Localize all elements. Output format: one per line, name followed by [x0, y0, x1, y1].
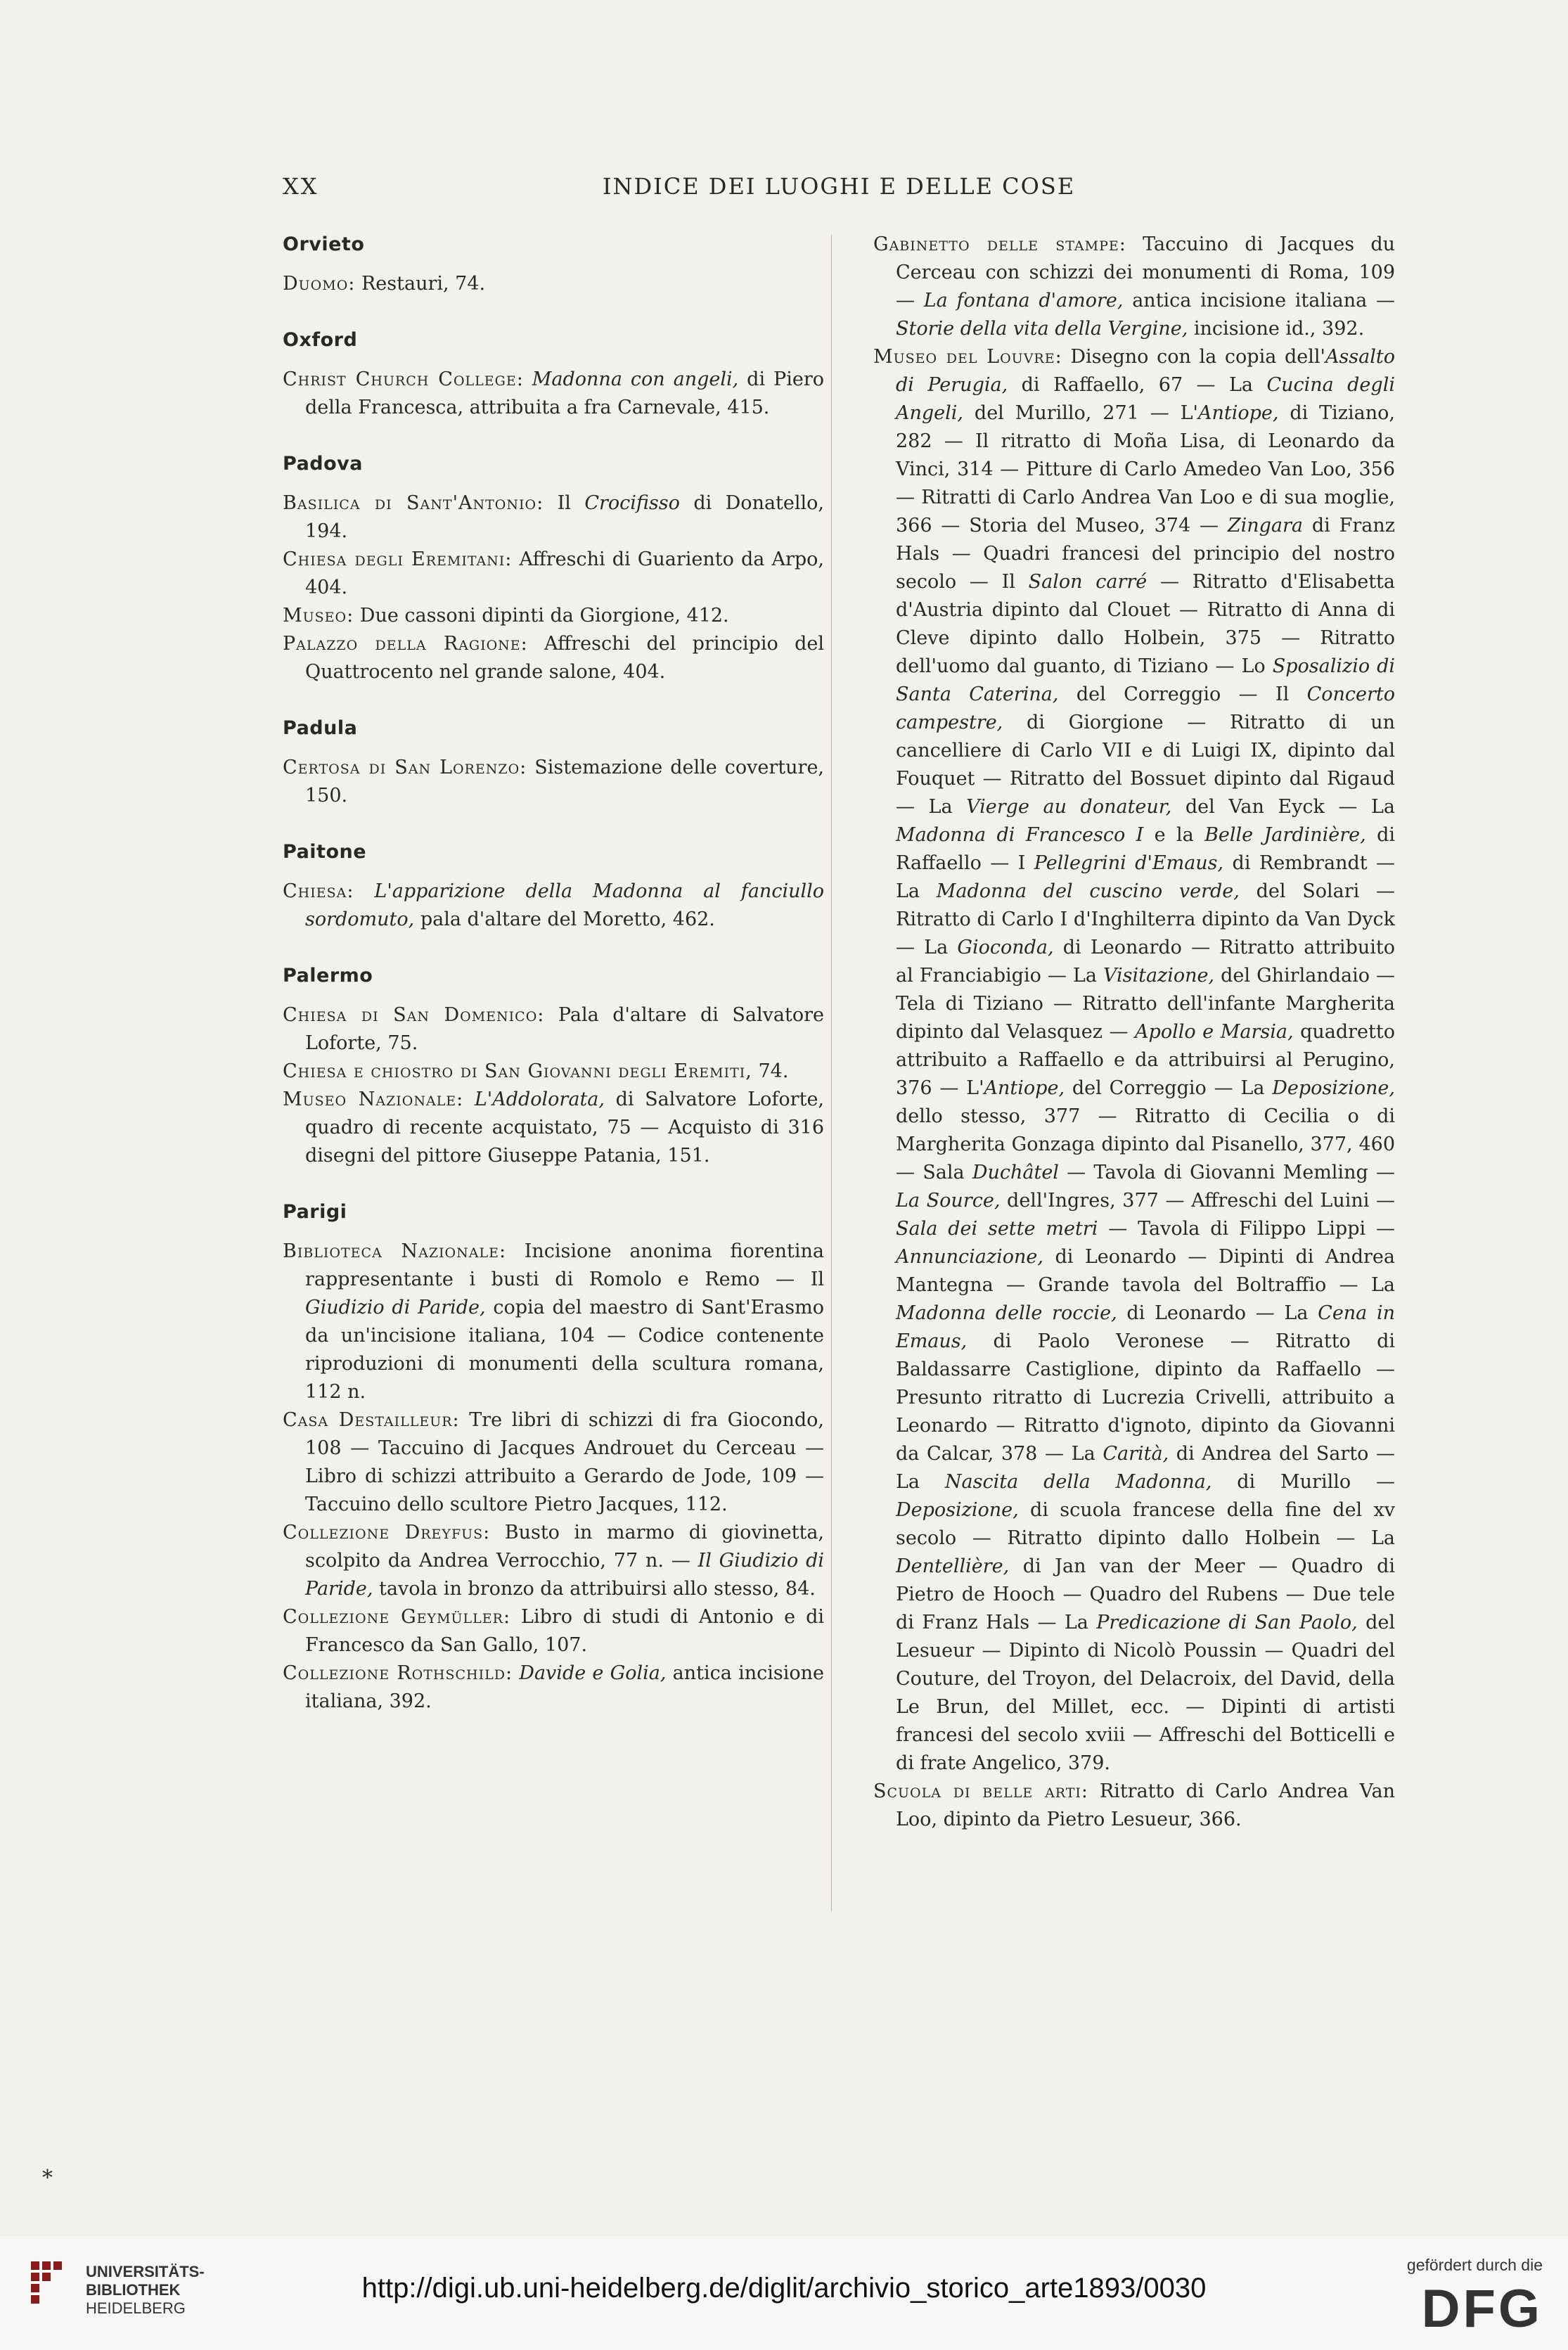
permalink-url[interactable]: http://digi.ub.uni-heidelberg.de/diglit/archivio_storico_arte1893/0030 [361, 2273, 1207, 2304]
column-divider [831, 235, 832, 1911]
digitization-footer [0, 2236, 1568, 2350]
index-entry: Collezione Dreyfus: Busto in marmo di giovinetta, scolpito da Andrea Verrocchio, 77 n. — Il Giudizio di Paride, tavola in bronzo da attribuirsi allo stesso, 84. [283, 1522, 825, 1600]
index-entry: Basilica di Sant'Antonio: Il Crocifisso di Donatello, 194. [283, 492, 824, 542]
index-entry: Museo: Due cassoni dipinti da Giorgione, 412. [283, 605, 729, 627]
place-heading: Parigi [283, 1201, 347, 1223]
index-entry: Museo del Louvre: Disegno con la copia dell'Assalto di Perugia, di Raffaello, 67 — La Cucina degli Angeli, del Murillo, 271 — L'Antiope, di Tiziano, 282 — Il ritratto di Moña Lisa, di Leonardo da Vinci, 314 — Pitture di Carlo Amedeo Van Loo, 356 — Ritratti di Carlo Andrea Van Loo e di sua moglie, 366 — Storia del Museo, 374 — Zingara di Franz Hals — Quadri francesi del principio del nostro secolo — Il Salon carré — Ritratto d'Elisabetta d'Austria dipinto dal Clouet — Ritratto di Anna di Cleve dipinto dallo Holbein, 375 — Ritratto dell'uomo dal guanto, di Tiziano — Lo Sposalizio di Santa Caterina, del Correggio — Il Concerto campestre, di Giorgione — Ritratto di un cancelliere di Carlo VII e di Luigi IX, dipinto dal Fouquet — Ritratto del Bossuet dipinto dal Rigaud — La Vierge au donateur, del Van Eyck — La Madonna di Francesco I e la Belle Jardinière, di Raffaello — I Pellegrini d'Emaus, di Rembrandt — La Madonna del cuscino verde, del Solari — Ritratto di Carlo I d'Inghilterra dipinto da Van Dyck — La Gioconda, di Leonardo — Ritratto attribuito al Franciabigio — La Visitazione, del Ghirlandaio — Tela di Tiziano — Ritratto dell'infante Margherita dipinto dal Velasquez — Apollo e Marsia, quadretto attribuito a Raffaello e da attribuirsi al Perugino, 376 — L'Antiope, del Correggio — La Deposizione, dello stesso, 377 — Ritratto di Cecilia o di Margherita Gonzaga dipinto dal Pisanello, 377, 460 — Sala Duchâtel — Tavola di Giovanni Memling — La Source, dell'Ingres, 377 — Affreschi del Luini — Sala dei sette metri — Tavola di Filippo Lippi — Annunciazione, di Leonardo — Dipinti di Andrea Mantegna — Grande tavola del Boltraffio — La Madonna delle roccie, di Leonardo — La Cena in Emaus, di Paolo Veronese — Ritratto di Baldassarre Castiglione, dipinto da Raffaello — Presunto ritratto di Lucrezia Crivelli, attribuito a Leonardo — Ritratto d'ignoto, dipinto da Giovanni da Calcar, 378 — La Carità, di Andrea del Sarto — La Nascita della Madonna, di Murillo — Deposizione, di scuola francese della fine del xv secolo — Ritratto dipinto dallo Holbein — La Dentellière, di Jan van der Meer — Quadro di Pietro de Hooch — Quadro del Rubens — Due tele di Franz Hals — La Predicazione di San Paolo, del Lesueur — Dipinto di Nicolò Poussin — Quadri del Couture, del Troyon, del Delacroix, del David, della Le Brun, del Millet, ecc. — Dipinti di artisti francesi del secolo xviii — Affreschi del Botticelli e di frate Angelico, 379. [873, 346, 1396, 1774]
index-entry: Biblioteca Nazionale: Incisione anonima fiorentina rappresentante i busti di Romolo e Remo — Il Giudizio di Paride, copia del maestro di Sant'Erasmo da un'incisione italiana, 104 — Codice contenente riproduzioni di monumenti della scultura romana, 112 n. [283, 1240, 825, 1403]
dfg-logo: DFG [1421, 2279, 1543, 2339]
index-entry: Collezione Rothschild: Davide e Golia, antica incisione italiana, 392. [283, 1662, 824, 1712]
place-heading: Padula [283, 717, 358, 739]
place-heading: Oxford [283, 329, 358, 351]
library-name: UNIVERSITÄTS- BIBLIOTHEK HEIDELBERG [86, 2263, 205, 2317]
page-number: XX [283, 173, 319, 200]
index-entry: Gabinetto delle stampe: Taccuino di Jacques du Cerceau con schizzi dei monumenti di Roma, 109 — La fontana d'amore, antica incisione italiana — Storie della vita della Vergine, incisione id., 392. [873, 233, 1395, 340]
index-entry: Palazzo della Ragione: Affreschi del principio del Quattrocento nel grande salone, 404. [283, 633, 824, 683]
index-entry: Duomo: Restauri, 74. [283, 273, 486, 295]
index-entry: Certosa di San Lorenzo: Sistemazione delle coverture, 150. [283, 757, 825, 807]
place-heading: Orvieto [283, 233, 365, 255]
marginal-mark: * [42, 2166, 53, 2190]
index-entry: Collezione Geymüller: Libro di studi di Antonio e di Francesco da San Gallo, 107. [283, 1606, 824, 1656]
index-entry: Christ Church College: Madonna con angeli, di Piero della Francesca, attribuita a fra Carnevale, 415. [283, 368, 825, 418]
running-header [283, 173, 1395, 201]
right-column [873, 231, 1395, 1834]
sponsor-label: gefördert durch die [1406, 2256, 1543, 2274]
place-heading: Padova [283, 453, 363, 475]
index-entry: Museo Nazionale: L'Addolorata, di Salvatore Loforte, quadro di recente acquistato, 75 — Acquisto di 316 disegni del pittore Giuseppe Patania, 151. [283, 1089, 825, 1167]
index-entry: Chiesa e chiostro di San Giovanni degli Eremiti, 74. [283, 1060, 789, 1082]
page-title: INDICE DEI LUOGHI E DELLE COSE [602, 173, 1076, 200]
index-entry: Chiesa: L'apparizione della Madonna al fanciullo sordomuto, pala d'altare del Moretto, 462. [283, 880, 824, 930]
index-entry: Scuola di belle arti: Ritratto di Carlo Andrea Van Loo, dipinto da Pietro Lesueur, 366. [873, 1780, 1395, 1830]
place-heading: Paitone [283, 841, 367, 863]
place-heading: Palermo [283, 965, 373, 987]
left-column [283, 231, 824, 1716]
index-entry: Chiesa di San Domenico: Pala d'altare di Salvatore Loforte, 75. [283, 1004, 824, 1054]
index-entry: Casa Destailleur: Tre libri di schizzi di fra Giocondo, 108 — Taccuino di Jacques Androuet du Cerceau — Libro di schizzi attribuito a Gerardo de Jode, 109 — Taccuino dello scultore Pietro Jacques, 112. [283, 1409, 824, 1515]
index-entry: Chiesa degli Eremitani: Affreschi di Guariento da Arpo, 404. [283, 548, 825, 598]
